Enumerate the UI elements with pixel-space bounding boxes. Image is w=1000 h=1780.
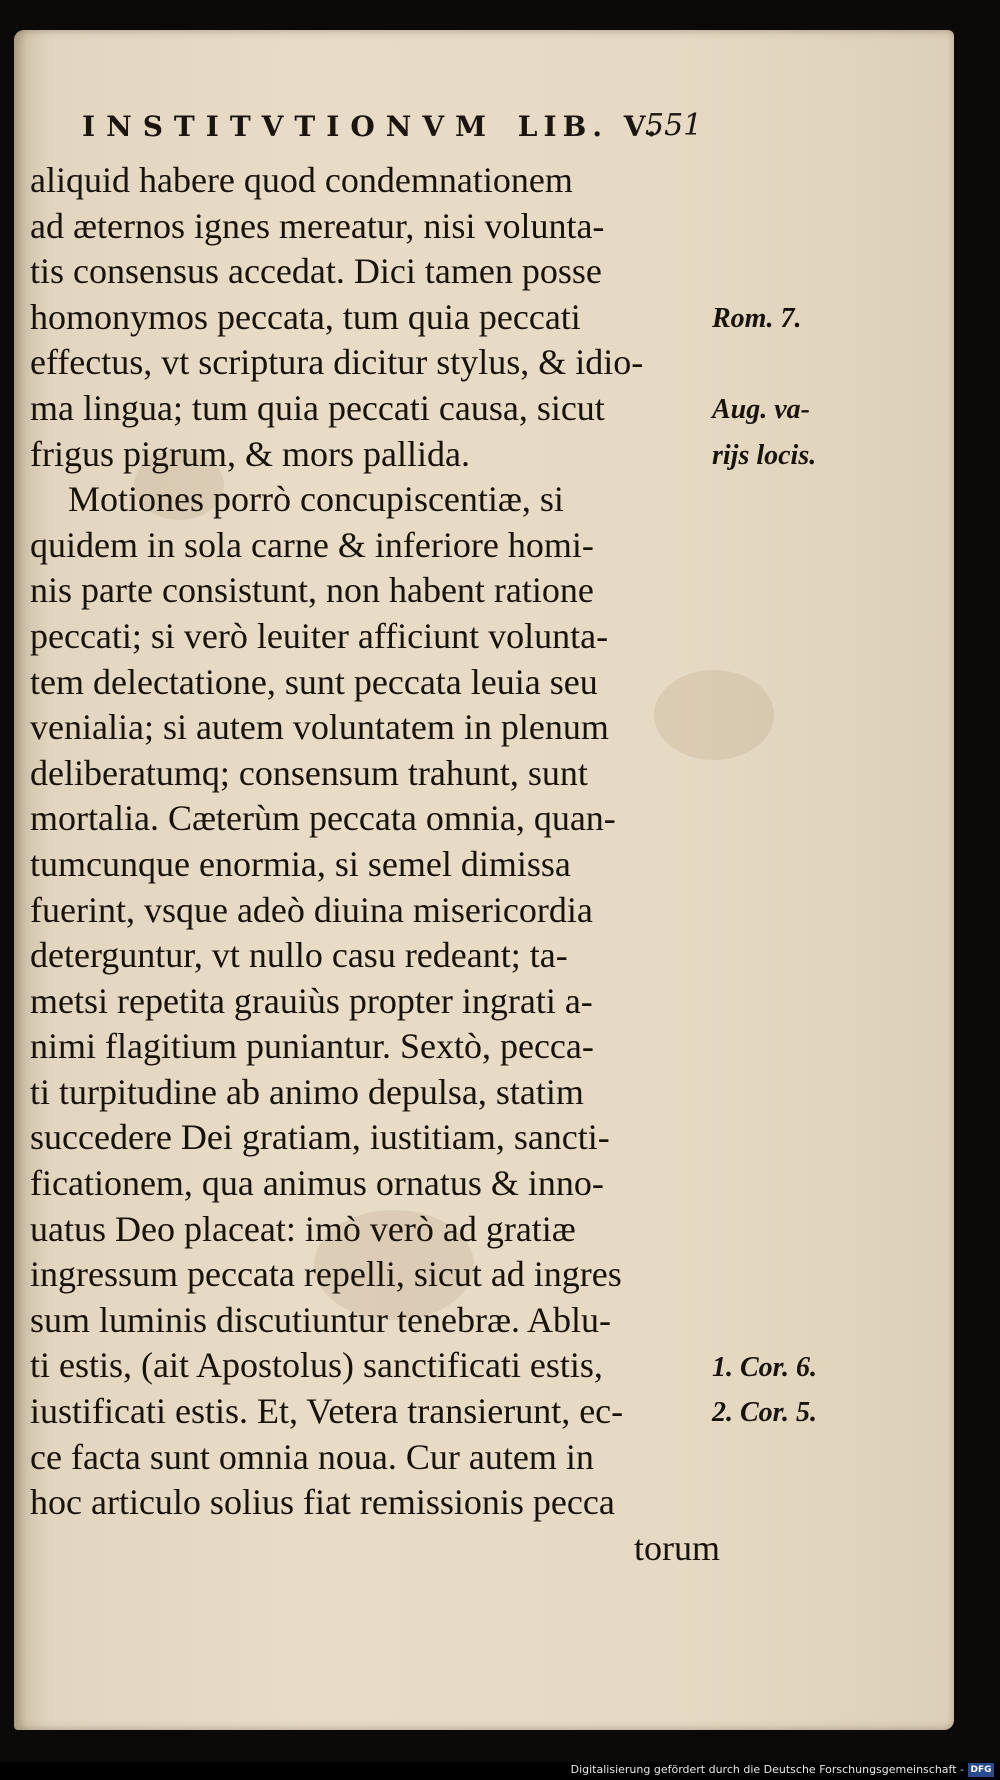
marginal-note: Aug. va- bbox=[712, 394, 810, 425]
marginal-note: 1. Cor. 6. bbox=[712, 1351, 818, 1383]
text-line: hoc articulo solius fiat remissionis pecca bbox=[30, 1482, 615, 1523]
catchword: torum bbox=[634, 1527, 720, 1568]
text-line: ficationem, qua animus ornatus & inno- bbox=[30, 1163, 604, 1204]
text-line: metsi repetita grauiùs propter ingrati a- bbox=[30, 980, 593, 1021]
text-line: venialia; si autem voluntatem in plenum bbox=[30, 707, 609, 748]
text-line: ma lingua; tum quia peccati causa, sicut bbox=[30, 387, 605, 428]
marginal-note: rijs locis. bbox=[712, 439, 817, 471]
text-line: deterguntur, vt nullo casu redeant; ta- bbox=[30, 935, 568, 976]
text-line: homonymos peccata, tum quia peccati bbox=[30, 296, 581, 337]
text-line: sum luminis discutiuntur tenebræ. Ablu- bbox=[30, 1299, 611, 1340]
text-line: quidem in sola carne & inferiore homi- bbox=[30, 524, 594, 565]
text-line: nimi flagitium puniantur. Sextò, pecca- bbox=[30, 1026, 594, 1067]
text-line: iustificati estis. Et, Vetera transierunt, ec- bbox=[30, 1391, 624, 1432]
page-number: 551 bbox=[645, 108, 703, 143]
marginal-note: 2. Cor. 5. bbox=[712, 1397, 818, 1429]
text-line: peccati; si verò leuiter afficiunt volunta- bbox=[30, 615, 609, 656]
text-line: mortalia. Cæterùm peccata omnia, quan- bbox=[30, 798, 616, 839]
running-header bbox=[82, 110, 712, 154]
text-line: nis parte consistunt, non habent ratione bbox=[30, 570, 594, 611]
text-line: ce facta sunt omnia noua. Cur autem in bbox=[30, 1436, 594, 1477]
text-line: uatus Deo placeat: imò verò ad gratiæ bbox=[30, 1208, 576, 1249]
text-line: succedere Dei gratiam, iustitiam, sancti- bbox=[30, 1117, 610, 1158]
text-line: ti turpitudine ab animo depulsa, statim bbox=[30, 1071, 584, 1112]
running-title: INSTITVTIONVM bbox=[82, 110, 498, 143]
digitization-credit: Digitalisierung gefördert durch die Deutsche Forschungsgemeinschaft - bbox=[570, 1763, 964, 1776]
text-line: tem delectatione, sunt peccata leuia seu bbox=[30, 661, 598, 702]
text-line: aliquid habere quod condemnationem bbox=[30, 160, 573, 200]
body-text bbox=[30, 158, 730, 1571]
text-line: deliberatumq; consensum trahunt, sunt bbox=[30, 752, 588, 793]
text-line: ingressum peccata repelli, sicut ad ingres bbox=[30, 1254, 622, 1295]
text-line: effectus, vt scriptura dicitur stylus, & idio- bbox=[30, 342, 644, 383]
text-line: frigus pigrum, & mors pallida. bbox=[30, 433, 470, 474]
text-line: tis consensus accedat. Dici tamen posse bbox=[30, 251, 602, 292]
dfg-logo: DFG bbox=[968, 1763, 994, 1777]
text-line: ad æternos ignes mereatur, nisi volunta- bbox=[30, 205, 605, 246]
marginal-note: Rom. 7. bbox=[712, 302, 802, 334]
text-line: fuerint, vsque adeò diuina misericordia bbox=[30, 889, 593, 930]
text-line: ti estis, (ait Apostolus) sanctificati estis, bbox=[30, 1345, 603, 1386]
book-number: LIB. V. bbox=[517, 110, 663, 143]
text-line: tumcunque enormia, si semel dimissa bbox=[30, 843, 571, 884]
text-line: Motiones porrò concupiscentiæ, si bbox=[68, 479, 564, 520]
